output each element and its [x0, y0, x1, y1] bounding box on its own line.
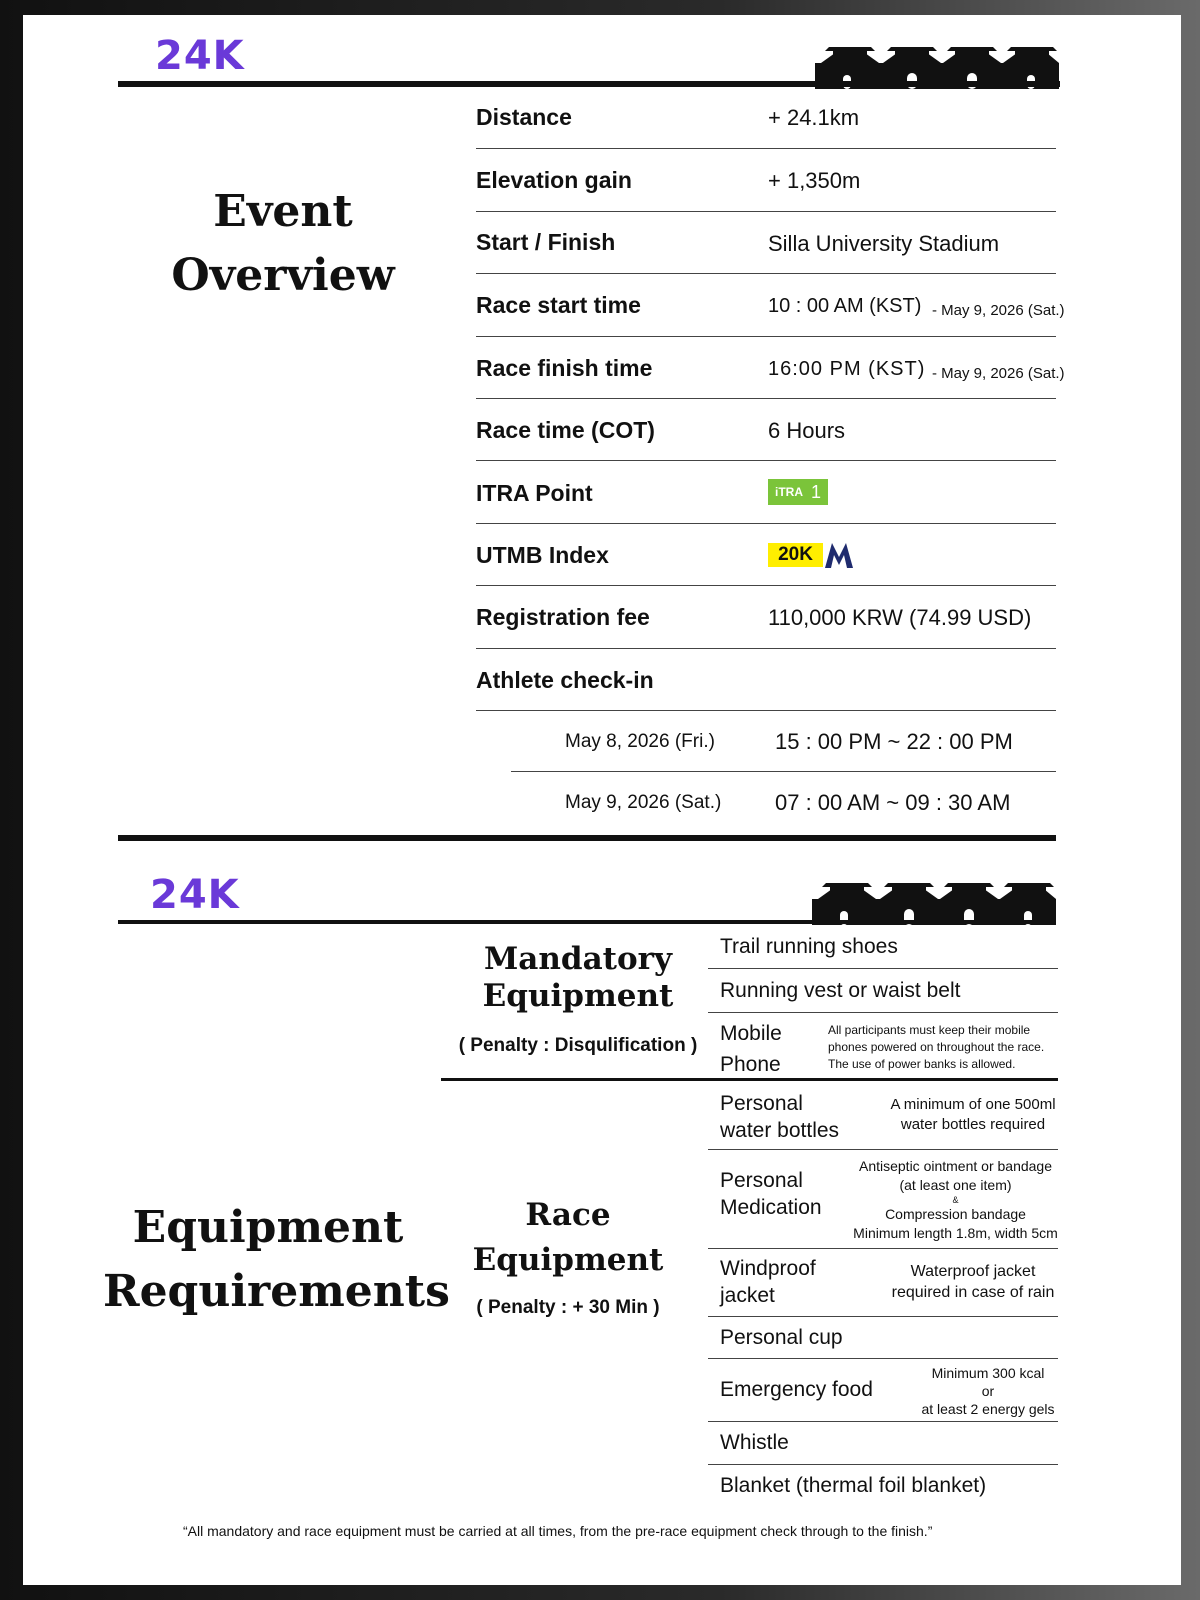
row-divider — [708, 1149, 1058, 1150]
page — [23, 15, 1181, 1585]
row-divider — [708, 1421, 1058, 1422]
race-item-medication — [720, 1167, 822, 1221]
phone-name-line1: Mobile — [720, 1022, 782, 1045]
race-title-line1: Race — [525, 1197, 611, 1233]
equipment-title-line2: Requirements — [103, 1266, 450, 1317]
mandatory-item-vest: Running vest or waist belt — [720, 979, 961, 1002]
jacket-name-line2: jacket — [720, 1284, 775, 1307]
water-name-line1: Personal — [720, 1092, 803, 1115]
row-divider — [476, 211, 1056, 212]
race-medication-note — [848, 1157, 1063, 1243]
label-registration-fee: Registration fee — [476, 604, 650, 630]
phone-name-line2: Phone — [720, 1053, 781, 1076]
section-divider-equipment — [118, 920, 1056, 924]
label-distance: Distance — [476, 104, 572, 130]
mandatory-penalty: ( Penalty : Disqulification ) — [458, 1035, 698, 1056]
utmb-m-icon — [824, 541, 854, 569]
itra-logo: iTRA — [774, 485, 803, 499]
checkin-date-2: May 9, 2026 (Sat.) — [565, 792, 722, 813]
value-race-time: 6 Hours — [768, 418, 846, 443]
note-race-start: - May 9, 2026 (Sat.) — [932, 302, 1065, 319]
row-divider — [476, 336, 1056, 337]
row-divider — [708, 1316, 1058, 1317]
label-race-finish: Race finish time — [476, 355, 653, 381]
row-divider — [476, 273, 1056, 274]
utmb-category-badge: 20K — [768, 543, 823, 567]
value-race-finish: 16:00 PM (KST) — [768, 358, 926, 380]
food-note-line1: Minimum 300 kcal — [931, 1365, 1045, 1381]
row-divider — [476, 523, 1056, 524]
row-divider — [708, 1012, 1058, 1013]
medication-note-line1: Antiseptic ointment or bandage — [858, 1158, 1052, 1174]
water-note-line2: water bottles required — [900, 1116, 1046, 1133]
race-item-whistle: Whistle — [720, 1431, 789, 1454]
section-divider-top — [118, 81, 1060, 87]
row-divider — [511, 771, 1056, 772]
row-divider — [708, 1358, 1058, 1359]
food-note-line3: at least 2 energy gels — [921, 1401, 1055, 1417]
label-race-start: Race start time — [476, 292, 641, 318]
value-race-start: 10 : 00 AM (KST) — [768, 295, 922, 317]
race-title — [468, 1193, 668, 1283]
row-divider — [708, 1248, 1058, 1249]
checkin-time-2: 07 : 00 AM ~ 09 : 30 AM — [775, 790, 1011, 815]
race-jacket-note — [873, 1261, 1073, 1303]
row-divider — [476, 398, 1056, 399]
phone-note-line2: phones powered on throughout the race. — [828, 1040, 1045, 1054]
row-divider — [476, 648, 1056, 649]
label-utmb: UTMB Index — [476, 542, 609, 568]
label-start-finish: Start / Finish — [476, 229, 616, 255]
checkin-time-1: 15 : 00 PM ~ 22 : 00 PM — [775, 729, 1013, 754]
medication-note-line3: & — [952, 1195, 959, 1205]
row-divider — [476, 148, 1056, 149]
row-divider — [476, 710, 1056, 711]
race-item-cup: Personal cup — [720, 1326, 843, 1349]
race-item-blanket: Blanket (thermal foil blanket) — [720, 1474, 987, 1497]
race-food-note — [903, 1364, 1073, 1418]
checkin-date-1: May 8, 2026 (Fri.) — [565, 731, 715, 752]
section-divider-middle — [118, 835, 1056, 841]
race-item-food: Emergency food — [720, 1378, 873, 1401]
label-elevation: Elevation gain — [476, 167, 632, 193]
mandatory-item-phone — [720, 1018, 782, 1080]
mandatory-race-divider — [441, 1078, 1058, 1081]
medication-note-line5: Minimum length 1.8m, width 5cm — [853, 1225, 1058, 1241]
mandatory-phone-note — [828, 1022, 1044, 1073]
label-checkin: Athlete check-in — [476, 667, 654, 693]
race-water-note — [873, 1095, 1073, 1135]
overview-title-line2: Overview — [171, 250, 395, 301]
jacket-name-line1: Windproof — [720, 1257, 816, 1280]
itra-badge — [768, 479, 828, 505]
label-itra: ITRA Point — [476, 480, 593, 506]
row-divider — [476, 585, 1056, 586]
value-elevation: + 1,350m — [768, 168, 861, 193]
equipment-title-line1: Equipment — [132, 1202, 404, 1253]
race-penalty: ( Penalty : + 30 Min ) — [476, 1297, 660, 1318]
value-distance: + 24.1km — [768, 105, 860, 130]
row-divider — [708, 968, 1058, 969]
brand-logo-top: 24K — [155, 33, 245, 79]
value-registration-fee: 110,000 KRW (74.99 USD) — [768, 605, 1032, 630]
row-divider — [708, 1464, 1058, 1465]
equipment-title — [103, 1196, 450, 1324]
itra-points: 1 — [810, 481, 821, 502]
medication-note-line4: Compression bandage — [885, 1206, 1026, 1222]
medication-name-line1: Personal — [720, 1169, 803, 1192]
mandatory-title-line1: Mandatory — [483, 941, 673, 977]
label-race-time: Race time (COT) — [476, 417, 655, 443]
medication-name-line2: Medication — [720, 1196, 822, 1219]
jacket-note-line2: required in case of rain — [891, 1284, 1055, 1301]
phone-note-line1: All participants must keep their mobile — [828, 1023, 1031, 1037]
mandatory-title — [478, 941, 678, 1015]
race-item-water — [720, 1090, 839, 1144]
medication-note-line2: (at least one item) — [899, 1177, 1012, 1193]
jacket-note-line1: Waterproof jacket — [910, 1263, 1036, 1280]
row-divider — [476, 460, 1056, 461]
overview-title — [163, 180, 403, 308]
food-note-line2: or — [981, 1383, 995, 1399]
race-title-line2: Equipment — [472, 1242, 664, 1278]
race-item-jacket — [720, 1255, 816, 1309]
skyline-icon-bottom — [812, 883, 1056, 925]
overview-title-line1: Event — [213, 186, 353, 237]
water-note-line1: A minimum of one 500ml — [890, 1096, 1056, 1113]
mandatory-title-line2: Equipment — [482, 978, 674, 1014]
phone-note-line3: The use of power banks is allowed. — [828, 1057, 1016, 1071]
footer-note: “All mandatory and race equipment must be carried at all times, from the pre-race equipment check through to the finish.” — [183, 1523, 933, 1539]
value-start-finish: Silla University Stadium — [768, 231, 1000, 256]
mandatory-item-shoes: Trail running shoes — [720, 935, 898, 958]
water-name-line2: water bottles — [720, 1119, 840, 1142]
brand-logo-bottom: 24K — [150, 872, 240, 918]
note-race-finish: - May 9, 2026 (Sat.) — [932, 365, 1065, 382]
